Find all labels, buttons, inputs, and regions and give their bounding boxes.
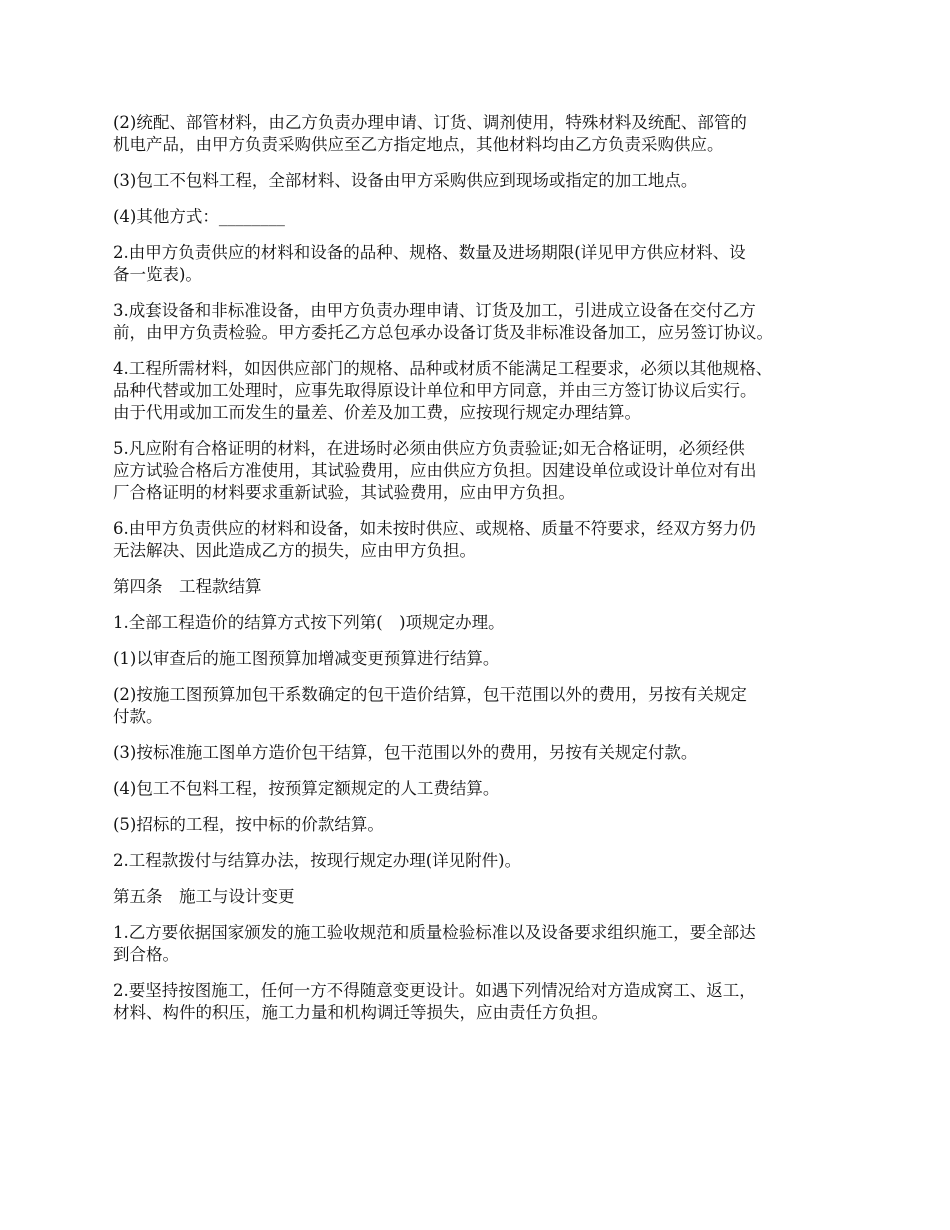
paragraph-7: 5.凡应附有合格证明的材料，在进场时必须由供应方负责验证;如无合格证明，必须经供 应方试验合格后方准使用，其试验费用，应由供应方负担。因建设单位或设计单位对有出 厂合格证明的材料要求重新试验，其试验费用，应由甲方负担。 xyxy=(113,439,757,502)
paragraph-6: 4.工程所需材料，如因供应部门的规格、品种或材质不能满足工程要求，必须以其他规格、 品种代替或加工处理时，应事先取得原设计单位和甲方同意，并由三方签订协议后实行。 由于代用或加工而发生的量差、价差及加工费，应按现行规定办理结算。 xyxy=(113,359,773,422)
paragraph-15: 2.工程款拨付与结算办法，按现行规定办理(详见附件)。 xyxy=(113,851,522,870)
section-heading-article-5: 第五条 施工与设计变更 xyxy=(113,887,295,906)
paragraph-13: (4)包工不包料工程，按预算定额规定的人工费结算。 xyxy=(113,779,500,798)
paragraph-16: 1.乙方要依据国家颁发的施工验收规范和质量检验标准以及设备要求组织施工，要全部达 到合格。 xyxy=(113,923,756,964)
section-heading-article-4: 第四条 工程款结算 xyxy=(113,577,262,596)
paragraph-3: (4)其他方式：________ xyxy=(113,207,285,226)
paragraph-11: (2)按施工图预算加包干系数确定的包干造价结算，包干范围以外的费用，另按有关规定 付款。 xyxy=(113,685,747,726)
paragraph-8: 6.由甲方负责供应的材料和设备，如未按时供应、或规格、质量不符要求，经双方努力仍 无法解决、因此造成乙方的损失，应由甲方负担。 xyxy=(113,519,756,560)
paragraph-9: 1.全部工程造价的结算方式按下列第( )项规定办理。 xyxy=(113,613,505,632)
paragraph-5: 3.成套设备和非标准设备，由甲方负责办理申请、订货及加工，引进成立设备在交付乙方 前，由甲方负责检验。甲方委托乙方总包承办设备订货及非标准设备加工，应另签订协议。 xyxy=(113,301,773,342)
paragraph-14: (5)招标的工程，按中标的价款结算。 xyxy=(113,815,384,834)
paragraph-2: (3)包工不包料工程，全部材料、设备由甲方采购供应到现场或指定的加工地点。 xyxy=(113,171,698,190)
paragraph-17: 2.要坚持按图施工，任何一方不得随意变更设计。如遇下列情况给对方造成窝工、返工， 材料、构件的积压，施工力量和机构调迁等损失，应由责任方负担。 xyxy=(113,981,756,1022)
paragraph-1: (2)统配、部管材料，由乙方负责办理申请、订货、调剂使用，特殊材料及统配、部管的 机电产品，由甲方负责采购供应至乙方指定地点，其他材料均由乙方负责采购供应。 xyxy=(113,113,747,154)
paragraph-4: 2.由甲方负责供应的材料和设备的品种、规格、数量及进场期限(详见甲方供应材料、设 备一览表)。 xyxy=(113,243,746,284)
paragraph-10: (1)以审查后的施工图预算加增减变更预算进行结算。 xyxy=(113,649,500,668)
document-body xyxy=(113,112,853,1038)
paragraph-12: (3)按标准施工图单方造价包干结算，包干范围以外的费用，另按有关规定付款。 xyxy=(113,743,698,762)
